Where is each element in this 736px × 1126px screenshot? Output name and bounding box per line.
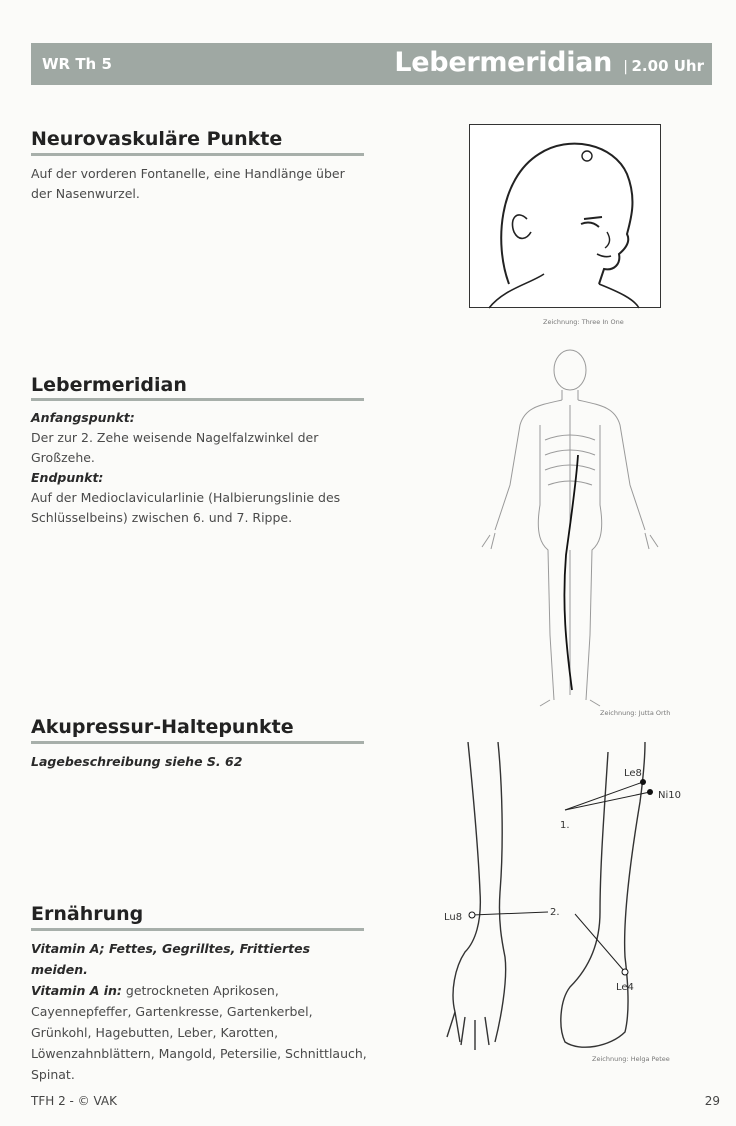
meridian-text xyxy=(31,408,367,528)
header-bar xyxy=(31,43,712,85)
header-title: Lebermeridian xyxy=(394,47,612,78)
page-number: 29 xyxy=(704,1094,720,1108)
ernaehrung-line1: Vitamin A; Fettes, Gegrilltes, Frittiertes meiden. xyxy=(31,941,311,977)
label-one: 1. xyxy=(560,820,570,831)
body-illustration xyxy=(470,345,670,710)
fontanelle-point xyxy=(582,151,592,161)
ernaehrung-title: Ernährung xyxy=(31,903,144,925)
start-text: Der zur 2. Zehe weisende Nagelfalzwinkel der Großzehe. xyxy=(31,430,319,465)
end-text: Auf der Medioclavicularlinie (Halbierungslinie des Schlüsselbeins) zwischen 6. und 7. Rippe. xyxy=(31,490,341,525)
label-le4: Le4 xyxy=(616,982,634,993)
header-separator: | xyxy=(623,59,628,75)
label-two: 2. xyxy=(550,907,560,918)
label-ni10: Ni10 xyxy=(658,790,681,801)
header-code: WR Th 5 xyxy=(42,55,112,73)
meridian-title: Lebermeridian xyxy=(31,374,187,396)
ernaehrung-line2 xyxy=(31,980,367,1085)
le8-point xyxy=(640,779,646,785)
akupressur-rule xyxy=(31,741,364,744)
legs-illustration xyxy=(440,742,720,1060)
header-time: 2.00 Uhr xyxy=(631,57,704,75)
label-le8: Le8 xyxy=(624,768,642,779)
lu8-point xyxy=(469,912,475,918)
head-credit: Zeichnung: Three In One xyxy=(543,318,624,326)
akupressur-title: Akupressur-Haltepunkte xyxy=(31,716,294,738)
legs-credit: Zeichnung: Helga Petee xyxy=(592,1055,670,1063)
ni10-point xyxy=(647,789,653,795)
le4-point xyxy=(622,969,628,975)
end-label: Endpunkt: xyxy=(31,470,104,485)
ernaehrung-rule xyxy=(31,928,364,931)
meridian-rule xyxy=(31,398,364,401)
neuro-text: Auf der vorderen Fontanelle, eine Handlänge über der Nasenwurzel. xyxy=(31,166,345,201)
start-label: Anfangspunkt: xyxy=(31,410,135,425)
neuro-rule xyxy=(31,153,364,156)
head-illustration xyxy=(469,124,661,314)
label-lu8: Lu8 xyxy=(444,912,463,923)
ernaehrung-text xyxy=(31,938,367,1085)
ernaehrung-line2-label: Vitamin A in: xyxy=(31,983,122,998)
liver-meridian-line xyxy=(564,455,578,690)
akupressur-subtitle: Lagebeschreibung siehe S. 62 xyxy=(31,754,243,769)
neuro-title: Neurovaskuläre Punkte xyxy=(31,128,283,150)
ernaehrung-line2-text: getrockneten Aprikosen, Cayennepfeffer, Gartenkresse, Gartenkerbel, Grünkohl, Hagebutten, Leber, Karotten, Löwenzahnblättern, Mangold, Petersilie, Schnittlauch, Spinat. xyxy=(31,983,367,1082)
footer-left: TFH 2 - © VAK xyxy=(31,1094,117,1108)
body-credit: Zeichnung: Jutta Orth xyxy=(600,709,671,717)
